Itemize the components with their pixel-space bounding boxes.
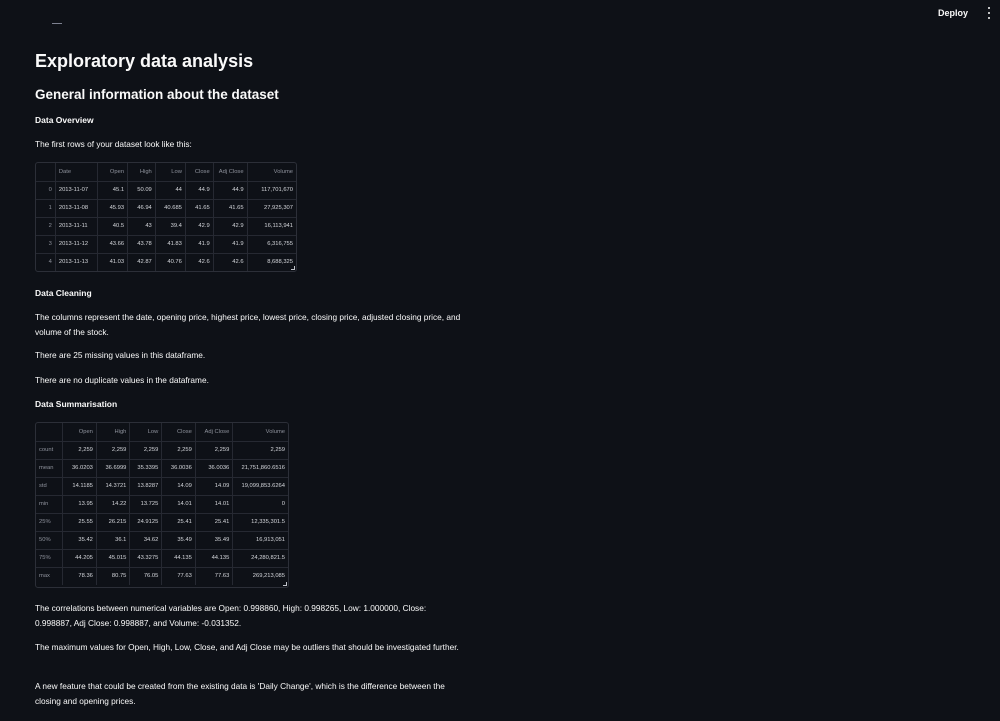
table-cell: 41.03 [97, 253, 127, 271]
table-cell: 45.015 [96, 549, 130, 567]
overview-heading: Data Overview [35, 115, 94, 125]
table-cell: 14.09 [162, 477, 196, 495]
column-header[interactable]: Low [155, 163, 185, 181]
main-menu-icon[interactable] [987, 7, 991, 19]
table-cell: 14.1185 [63, 477, 97, 495]
table-cell: 44.135 [195, 549, 232, 567]
table-cell: 35.3395 [130, 459, 162, 477]
table-row[interactable] [36, 181, 296, 199]
row-index: 0 [36, 181, 55, 199]
table-cell: 12,335,301.5 [233, 513, 288, 531]
table-cell: 269,213,085 [252, 573, 285, 580]
table-row[interactable] [36, 459, 288, 477]
table-cell: 36.6999 [96, 459, 130, 477]
table-cell: 16,113,941 [247, 217, 296, 235]
column-header[interactable]: Volume [247, 163, 296, 181]
table-cell: 14.09 [195, 477, 232, 495]
table-cell: 42.9 [213, 217, 247, 235]
table-row[interactable] [36, 253, 296, 271]
table-cell: 2,259 [233, 441, 288, 459]
table-cell: 25.41 [162, 513, 196, 531]
table-cell: 41.83 [155, 235, 185, 253]
table-cell: 35.49 [162, 531, 196, 549]
table-cell: 42.6 [213, 253, 247, 271]
table-cell: 27,925,307 [247, 199, 296, 217]
row-index: max [36, 567, 63, 585]
new-feature-text: A new feature that could be created from the existing data is 'Daily Change', which is the difference between the closing and opening prices. [35, 681, 445, 706]
table-cell: 77.63 [162, 567, 196, 585]
row-index: 75% [36, 549, 63, 567]
page-title: Exploratory data analysis [35, 51, 254, 71]
table-cell: 50.09 [128, 181, 156, 199]
column-header[interactable]: Adj Close [195, 423, 232, 441]
table-cell: 43.78 [128, 235, 156, 253]
table-cell: 26.215 [96, 513, 130, 531]
row-index: min [36, 495, 63, 513]
header-row [36, 423, 288, 441]
column-header[interactable]: Volume [233, 423, 288, 441]
table-cell: 25.41 [195, 513, 232, 531]
missing-values-text: There are 25 missing values in this dataframe. [35, 350, 206, 360]
row-index: 2 [36, 217, 55, 235]
table-row[interactable] [36, 441, 288, 459]
table-row[interactable] [36, 235, 296, 253]
column-header[interactable]: Date [55, 163, 97, 181]
row-index: 25% [36, 513, 63, 531]
duplicates-text: There are no duplicate values in the dataframe. [35, 375, 209, 385]
top-toolbar [0, 0, 1000, 30]
table-cell: 14.3721 [96, 477, 130, 495]
table-cell: 2,259 [130, 441, 162, 459]
table-cell: 41.9 [213, 235, 247, 253]
table-cell: 46.94 [128, 199, 156, 217]
table-cell: 36.0036 [162, 459, 196, 477]
table-cell: 41.9 [185, 235, 213, 253]
table-row[interactable] [36, 513, 288, 531]
table-cell: 44.205 [63, 549, 97, 567]
table-cell: 19,099,853.6264 [233, 477, 288, 495]
row-index: 3 [36, 235, 55, 253]
cleaning-heading: Data Cleaning [35, 288, 92, 298]
table-cell: 117,701,670 [247, 181, 296, 199]
table-cell: 44.9 [213, 181, 247, 199]
table-cell: 78.36 [63, 567, 97, 585]
table-cell: 43.3275 [130, 549, 162, 567]
table-cell: 45.1 [97, 181, 127, 199]
table-cell: 13.95 [63, 495, 97, 513]
table-cell: 44.9 [185, 181, 213, 199]
column-header[interactable]: High [96, 423, 130, 441]
table-cell: 40.685 [155, 199, 185, 217]
table-row[interactable] [36, 531, 288, 549]
sidebar-toggle-icon[interactable] [52, 16, 62, 24]
table-cell: 35.49 [195, 531, 232, 549]
describe-table [36, 423, 288, 585]
row-index: count [36, 441, 63, 459]
column-header[interactable]: Adj Close [213, 163, 247, 181]
table-cell: 40.5 [97, 217, 127, 235]
table-cell: 43 [128, 217, 156, 235]
column-header[interactable]: Open [97, 163, 127, 181]
table-cell: 34.62 [130, 531, 162, 549]
resize-handle-icon[interactable] [283, 582, 287, 586]
table-cell: 2,259 [162, 441, 196, 459]
table-cell: 16,913,051 [233, 531, 288, 549]
table-cell: 45.93 [97, 199, 127, 217]
table-cell: 41.65 [185, 199, 213, 217]
table-cell: 2,259 [96, 441, 130, 459]
row-index: std [36, 477, 63, 495]
table-row[interactable] [36, 495, 288, 513]
table-cell: 42.6 [185, 253, 213, 271]
index-header [36, 163, 55, 181]
head-table [36, 163, 296, 271]
table-cell: 40.76 [155, 253, 185, 271]
outliers-text: The maximum values for Open, High, Low, Close, and Adj Close may be outliers that should be investigated further. [35, 642, 459, 652]
table-cell: 14.22 [96, 495, 130, 513]
deploy-button[interactable]: Deploy [937, 8, 968, 18]
table-cell: 14.01 [162, 495, 196, 513]
table-cell: 39.4 [155, 217, 185, 235]
table-cell: 41.65 [213, 199, 247, 217]
overview-text: The first rows of your dataset look like this: [35, 139, 192, 149]
table-cell: 80.75 [96, 567, 130, 585]
table-cell: 14.01 [195, 495, 232, 513]
section-subtitle: General information about the dataset [35, 87, 279, 102]
resize-handle-icon[interactable] [291, 266, 295, 270]
cleaning-text: The columns represent the date, opening price, highest price, lowest price, closing price, adjusted closing price, and volume of the stock. [35, 312, 461, 337]
table-cell: 36.0203 [63, 459, 97, 477]
row-index: 4 [36, 253, 55, 271]
table-cell: 24.9125 [130, 513, 162, 531]
row-index: 1 [36, 199, 55, 217]
column-header[interactable]: Open [63, 423, 97, 441]
column-header[interactable]: Close [162, 423, 196, 441]
row-index: 50% [36, 531, 63, 549]
table-cell: 2,259 [63, 441, 97, 459]
table-cell: 44 [155, 181, 185, 199]
table-cell: 35.42 [63, 531, 97, 549]
head-dataframe[interactable] [35, 162, 297, 272]
table-row[interactable] [36, 567, 288, 585]
table-cell: 76.05 [130, 567, 162, 585]
table-cell: 36.1 [96, 531, 130, 549]
table-cell: 24,280,821.5 [233, 549, 288, 567]
index-header [36, 423, 63, 441]
table-cell: 6,316,755 [247, 235, 296, 253]
table-cell: 21,751,860.6516 [233, 459, 288, 477]
table-cell: 44.135 [162, 549, 196, 567]
table-cell: 2,259 [195, 441, 232, 459]
table-cell: 13.725 [130, 495, 162, 513]
table-cell: 42.9 [185, 217, 213, 235]
table-cell: 2013-11-08 [55, 199, 97, 217]
column-header[interactable]: High [128, 163, 156, 181]
table-cell: 0 [233, 495, 288, 513]
table-cell: 2013-11-07 [55, 181, 97, 199]
table-cell: 2013-11-13 [55, 253, 97, 271]
table-row[interactable] [36, 199, 296, 217]
table-cell: 13.8287 [130, 477, 162, 495]
header-row [36, 163, 296, 181]
table-cell: 42.87 [128, 253, 156, 271]
table-cell: 8,688,325 [267, 259, 293, 266]
summary-heading: Data Summarisation [35, 399, 118, 409]
table-row[interactable] [36, 477, 288, 495]
describe-dataframe[interactable] [35, 422, 289, 588]
column-header[interactable]: Close [185, 163, 213, 181]
correlation-text: The correlations between numerical variables are Open: 0.998860, High: 0.998265, Low: 1.000000, Close: 0.998887, Adj Close: 0.998887, and Volume: -0.031352. [35, 603, 427, 628]
table-row[interactable] [36, 549, 288, 567]
table-cell: 43.66 [97, 235, 127, 253]
table-row[interactable] [36, 217, 296, 235]
table-cell: 36.0036 [195, 459, 232, 477]
column-header[interactable]: Low [130, 423, 162, 441]
row-index: mean [36, 459, 63, 477]
table-cell: 77.63 [195, 567, 232, 585]
table-cell: 2013-11-12 [55, 235, 97, 253]
table-cell: 25.55 [63, 513, 97, 531]
table-cell: 2013-11-11 [55, 217, 97, 235]
